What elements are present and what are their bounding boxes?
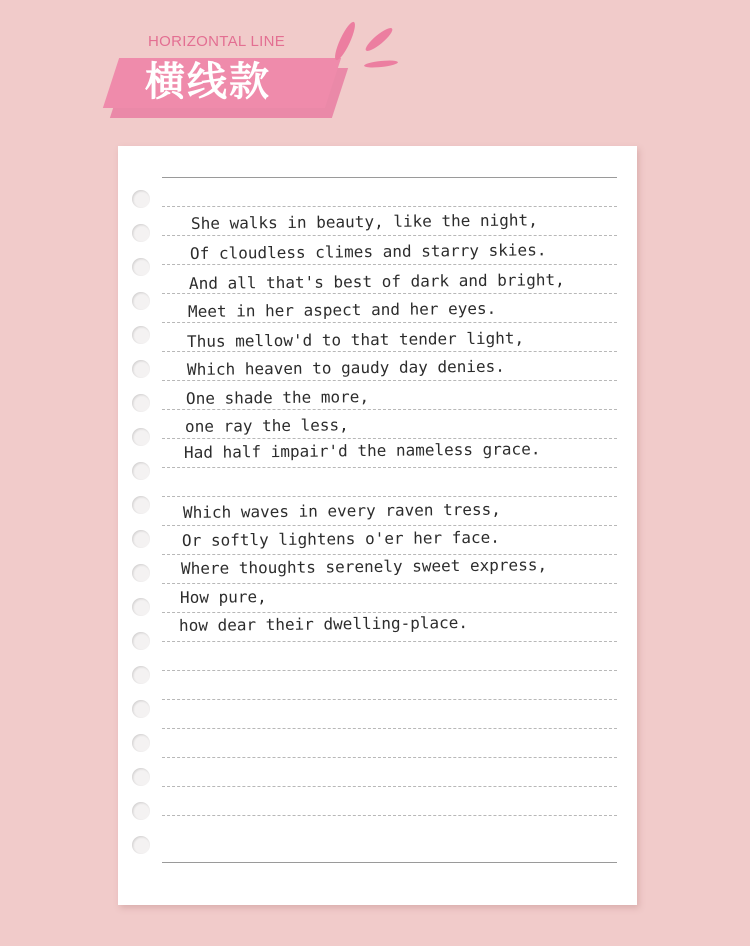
binder-hole-icon: [132, 700, 150, 718]
binder-hole-icon: [132, 734, 150, 752]
poem-line: She walks in beauty, like the night,: [190, 210, 538, 233]
ruled-line: [162, 380, 617, 381]
ruled-line: [162, 815, 617, 816]
poem-line: Which waves in every raven tress,: [182, 499, 501, 522]
binder-hole-icon: [132, 224, 150, 242]
ruled-line: [162, 438, 617, 439]
ruled-line: [162, 583, 617, 584]
notebook-paper: [118, 146, 637, 905]
accent-stroke-icon: [363, 25, 395, 54]
ruled-line: [162, 235, 617, 236]
binder-hole-icon: [132, 768, 150, 786]
binder-hole-icon: [132, 836, 150, 854]
ruled-line: [162, 670, 617, 671]
poem-line: One shade the more,: [185, 387, 370, 408]
binder-hole-icon: [132, 666, 150, 684]
poem-line: Where thoughts serenely sweet express,: [180, 555, 548, 578]
binder-hole-icon: [132, 190, 150, 208]
binder-hole-icon: [132, 292, 150, 310]
poem-line: Which heaven to gaudy day denies.: [186, 356, 505, 379]
ruled-line: [162, 467, 617, 468]
ruled-line: [162, 786, 617, 787]
binder-hole-icon: [132, 632, 150, 650]
ruled-line: [162, 757, 617, 758]
binder-hole-icon: [132, 326, 150, 344]
binder-hole-icon: [132, 564, 150, 582]
ruled-line: [162, 293, 617, 294]
subtitle: HORIZONTAL LINE: [148, 33, 286, 50]
accent-stroke-icon: [332, 20, 359, 62]
binder-hole-icon: [132, 428, 150, 446]
ruled-line: [162, 699, 617, 700]
poem-line: Thus mellow'd to that tender light,: [186, 328, 525, 351]
ruled-line: [162, 728, 617, 729]
binder-hole-icon: [132, 496, 150, 514]
poem-line: one ray the less,: [184, 415, 349, 436]
ruled-line: [162, 554, 617, 555]
poem-line: Had half impair'd the nameless grace.: [183, 439, 541, 462]
ruled-line: [162, 351, 617, 352]
ruled-line: [162, 641, 617, 642]
poem-line: how dear their dwelling-place.: [178, 612, 469, 635]
poem-line: Meet in her aspect and her eyes.: [187, 298, 497, 321]
binder-hole-icon: [132, 462, 150, 480]
ruled-line: [162, 177, 617, 178]
ruled-line: [162, 409, 617, 410]
binder-hole-icon: [132, 802, 150, 820]
binder-hole-icon: [132, 530, 150, 548]
binder-hole-icon: [132, 394, 150, 412]
poem-line: How pure,: [179, 587, 267, 607]
poem-line: Or softly lightens o'er her face.: [181, 527, 500, 550]
poem-line: And all that's best of dark and bright,: [188, 270, 565, 293]
page-title: 横线款: [145, 59, 271, 105]
ruled-line: [162, 206, 617, 207]
ruled-line: [162, 525, 617, 526]
binder-hole-icon: [132, 258, 150, 276]
binder-hole-icon: [132, 598, 150, 616]
ruled-line: [162, 862, 617, 863]
ruled-line: [162, 264, 617, 265]
poem-line: Of cloudless climes and starry skies.: [189, 240, 547, 263]
header-banner: [0, 0, 750, 130]
binder-hole-icon: [132, 360, 150, 378]
ruled-line: [162, 322, 617, 323]
ruled-line: [162, 496, 617, 497]
accent-stroke-icon: [364, 59, 398, 69]
